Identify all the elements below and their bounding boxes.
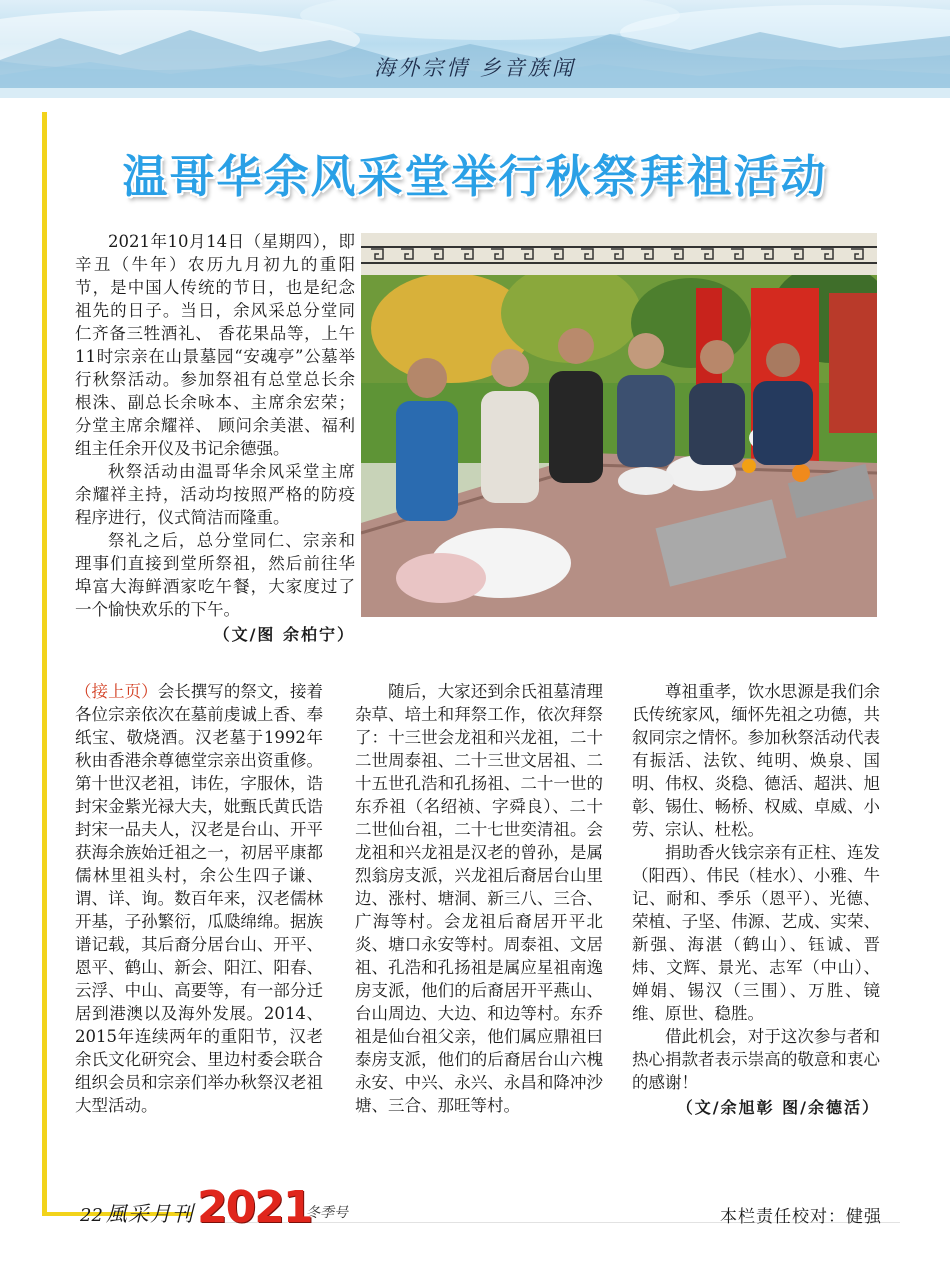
banner-title: 海外宗情 乡音族闻 [374, 56, 576, 80]
article-title: 温哥华余风采堂举行秋祭拜祖活动 [122, 150, 828, 203]
intro-paragraph: 祭礼之后，总分堂同仁、宗亲和理事们直接到堂所祭祖，然后前往华埠富大海鲜酒家吃午餐，大家度过了一个愉快欢乐的下午。 [75, 531, 355, 619]
intro-credit: （文/图 余柏宁） [213, 625, 355, 644]
intro-paragraph: 秋祭活动由温哥华余风采堂主席余耀祥主持，活动均按照严格的防疫程序进行，仪式简洁而隆重。 [75, 462, 355, 527]
header-banner [0, 0, 950, 98]
column-1 [75, 680, 323, 1117]
column-3-paragraph: 尊祖重孝，饮水思源是我们余氏传统家风，缅怀先祖之功德，共叙同宗之情怀。参加秋祭活动代表有振活、法钦、纯明、焕泉、国明、伟权、炎稳、德活、超洪、旭彰、锡仕、畅桥、权威、卓威、小劳、宗认、杜松。 [632, 682, 880, 839]
intro-column [75, 230, 355, 646]
column-3-paragraph: 捐助香火钱宗亲有正柱、连发（阳西）、伟民（桂水）、小雅、牛记、耐和、季乐（恩平）、光德、荣植、子坚、伟源、艺成、实荣、新强、海湛（鹤山）、钰诚、晋炜、文辉、景光、志军（中山）、婵娟、锡汉（三围）、万胜、镜维、原世、稳胜。 [632, 843, 880, 1023]
column-1-text: 会长撰写的祭文，接着各位宗亲依次在墓前虔诚上香、奉纸宝、敬烧酒。汉老墓于1992年秋由香港余尊德堂宗亲出资重修。第十世汉老祖，讳佐，字服休，诰封宋金紫光禄大夫，妣甄氏黄氏诰封宋一品夫人，汉老是台山、开平获海余族始迁祖之一，初居平康都儒林里祖头村，余公生四子谦、谓、详、询。数百年来，汉老儒林开基，子孙繁衍，瓜瓞绵绵。据族谱记载，其后裔分居台山、开平、恩平、鹤山、新会、阳江、阳春、云浮、中山、高要等，有一部分迁居到港澳以及海外发展。2014、2015年连续两年的重阳节，汉老余氏文化研究会、里边村委会联合组织会员和宗亲们举办秋祭汉老祖大型活动。 [75, 682, 324, 1115]
column-3-paragraph: 借此机会，对于这次参与者和热心捐款者表示崇高的敬意和衷心的感谢！ [632, 1027, 880, 1092]
page-number: 22 [80, 1205, 103, 1226]
proofreader-credit: 本栏责任校对：健强 [720, 1207, 882, 1227]
magazine-name: 風采月刊 [105, 1202, 194, 1226]
memorial-group-photo [361, 233, 877, 617]
yellow-vertical-rule [42, 112, 47, 1212]
column-2-text: 随后，大家还到余氏祖墓清理杂草、培土和拜祭工作，依次拜祭了：十三世会龙祖和兴龙祖，二十二世周泰祖、二十三世文居祖、二十五世孔浩和孔扬祖、二十一世的东乔祖（名绍祯、字舜良）、二十二世仙台祖，二十七世奕清祖。会龙祖和兴龙祖是汉老的曾孙，是属烈翁房支派，兴龙祖后裔居台山里边、涨村、塘洞、新三八、三合、广海等村。会龙祖后裔居开平北炎、塘口永安等村。周泰祖、文居祖、孔浩和孔扬祖是属应星祖南逸房支派，他们的后裔居开平燕山、台山周边、大边、和边等村。东乔祖是仙台祖父亲，他们属应鼎祖曰泰房支派，他们的后裔居台山六槐永安、中兴、永兴、永昌和降冲沙塘、三合、那旺等村。 [355, 682, 603, 1115]
intro-paragraph: 2021年10月14日（星期四），即辛丑（牛年）农历九月初九的重阳节，是中国人传统的节日，也是纪念祖先的日子。当日，余风采总分堂同仁齐备三牲酒礼、 香花果品等，上午11时宗亲在山景墓园“安魂亭”公墓举行秋祭活动。参加祭祖有总堂总长余根洙、副总长余咏本、主席余宏荣；分堂主席余耀祥、 顾问余美湛、福利组主任余开仪及书记余德强。 [75, 232, 355, 458]
column-3 [632, 680, 880, 1119]
issue-year: 2021 [197, 1182, 312, 1233]
continued-marker: （接上页） [75, 682, 158, 701]
footer-page-info [80, 1198, 194, 1228]
issue-season: 冬季号 [306, 1205, 348, 1221]
column-2 [355, 680, 603, 1117]
photo-memorial-group-icon [361, 233, 877, 617]
mountain-scenery-icon [0, 0, 950, 98]
column-3-credit: （文/余旭彰 图/余德活） [676, 1098, 880, 1117]
